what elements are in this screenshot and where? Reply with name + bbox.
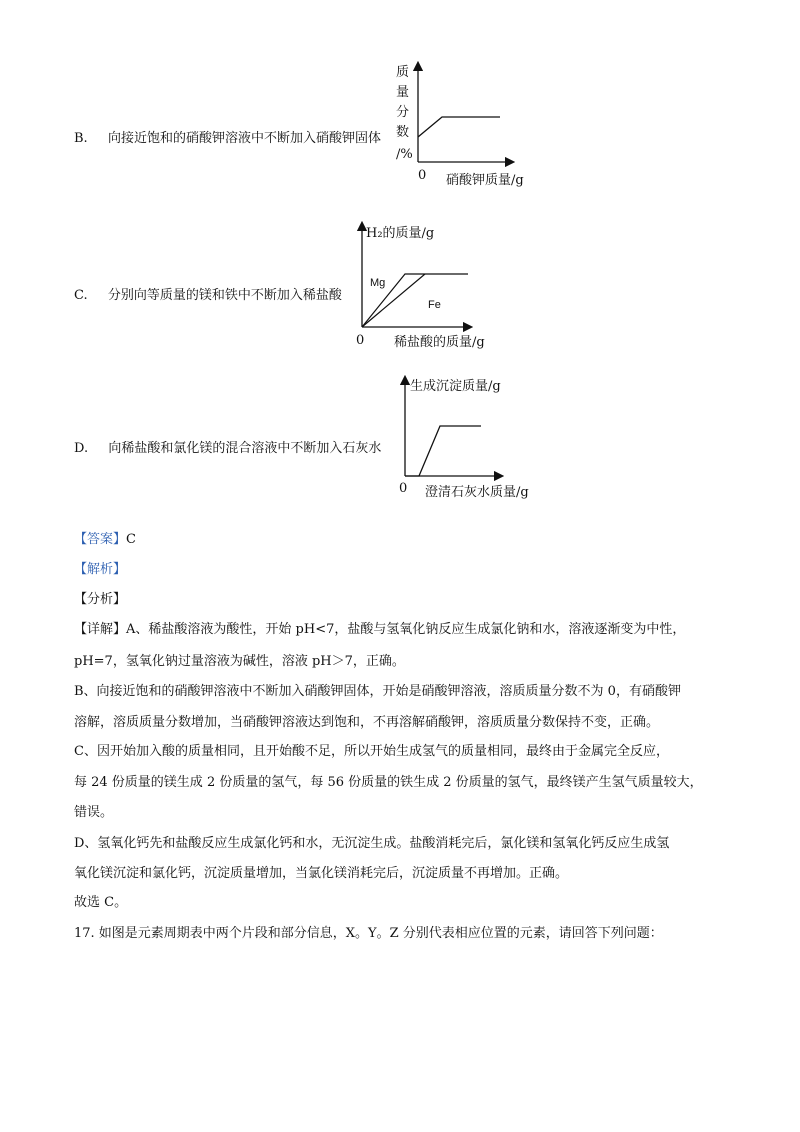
ylabel-b-5: /% — [396, 147, 413, 162]
origin-b: 0 — [418, 168, 427, 183]
ylabel-c: H₂的质量/g — [366, 226, 435, 241]
fenxi-heading — [74, 588, 126, 607]
option-d-letter: D. — [74, 441, 89, 456]
detail-text-3: B、向接近饱和的硝酸钾溶液中不断加入硝酸钾固体，开始是硝酸钾溶液，溶质质量分数不为 0，有硝酸钾 — [74, 684, 681, 699]
xlabel-d: 澄清石灰水质量/g — [425, 485, 529, 500]
ylabel-b-1: 质 — [396, 65, 410, 80]
detail-text-5: C、因开始加入酸的质量相同，且开始酸不足，所以开始生成氢气的质量相同，最终由于金属完全反应， — [74, 744, 669, 759]
origin-d: 0 — [399, 481, 408, 496]
curve-d — [405, 426, 481, 476]
question-17-text: 17. 如图是元素周期表中两个片段和部分信息，X。Y。Z 分别代表相应位置的元素，请回答下列问题： — [74, 926, 663, 941]
fenxi-bracket: 【分析】 — [74, 592, 127, 607]
detail-text-4: 溶解，溶质质量分数增加，当硝酸钾溶液达到饱和，不再溶解硝酸钾，溶质质量分数保持不变，正确。 — [74, 715, 660, 730]
option-d-text: 向稀盐酸和氯化镁的混合溶液中不断加入石灰水 — [108, 441, 382, 456]
detail-line-5 — [74, 740, 669, 759]
analysis-bracket: 【解析】 — [74, 562, 127, 577]
detail-text-6: 每 24 份质量的镁生成 2 份质量的氢气，每 56 份质量的铁生成 2 份质量的氢气，最终镁产生氢气质量较大， — [74, 775, 703, 790]
figure-d — [395, 374, 545, 504]
xlabel-c: 稀盐酸的质量/g — [394, 335, 485, 350]
answer-bracket: 【答案】 — [74, 532, 127, 547]
series-fe: Fe — [428, 299, 441, 311]
ylabel-b-4: 数 — [396, 125, 410, 140]
xlabel-b: 硝酸钾质量/g — [446, 173, 524, 188]
detail-line-3 — [74, 680, 681, 699]
detail-line-1 — [74, 618, 685, 637]
detail-text-1: A、稀盐酸溶液为酸性，开始 pH<7，盐酸与氢氧化钠反应生成氯化钠和水，溶液逐渐变为中性， — [126, 622, 686, 637]
figure-c — [350, 222, 510, 352]
series-mg: Mg — [370, 277, 386, 289]
figure-b — [390, 62, 540, 192]
ylabel-b-3: 分 — [396, 105, 410, 120]
analysis-heading — [74, 558, 126, 577]
option-c-text: 分别向等质量的镁和铁中不断加入稀盐酸 — [107, 288, 342, 303]
detail-text-9: 氧化镁沉淀和氯化钙，沉淀质量增加，当氯化镁消耗完后，沉淀质量不再增加。正确。 — [74, 866, 569, 881]
option-d — [74, 437, 381, 456]
ylabel-d: 生成沉淀质量/g — [410, 379, 501, 394]
ylabel-b-2: 量 — [396, 85, 410, 100]
answer-value: C — [126, 532, 136, 547]
detail-line-7 — [74, 801, 113, 820]
option-b-text: 向接近饱和的硝酸钾溶液中不断加入硝酸钾固体 — [107, 131, 381, 146]
answer-line — [74, 528, 136, 547]
option-c-letter: C. — [74, 288, 88, 303]
origin-c: 0 — [356, 333, 365, 348]
detail-line-10 — [74, 891, 127, 910]
detail-line-8 — [74, 832, 669, 851]
detail-line-9 — [74, 862, 568, 881]
option-b — [74, 127, 381, 146]
detail-text-8: D、氢氧化钙先和盐酸反应生成氯化钙和水，无沉淀生成。盐酸消耗完后，氯化镁和氢氧化钙反应生成氢 — [74, 836, 670, 851]
detail-line-2 — [74, 650, 405, 669]
option-b-letter: B. — [74, 131, 88, 146]
curve-b — [418, 117, 500, 137]
detail-text-7: 错误。 — [74, 805, 114, 820]
detail-line-6 — [74, 771, 703, 790]
detail-head: 【详解】 — [74, 622, 127, 637]
option-c — [74, 284, 342, 303]
detail-line-4 — [74, 711, 659, 730]
detail-text-2: pH=7，氢氧化钠过量溶液为碱性，溶液 pH＞7，正确。 — [74, 654, 405, 669]
question-17 — [74, 922, 663, 941]
detail-text-10: 故选 C。 — [74, 895, 128, 910]
